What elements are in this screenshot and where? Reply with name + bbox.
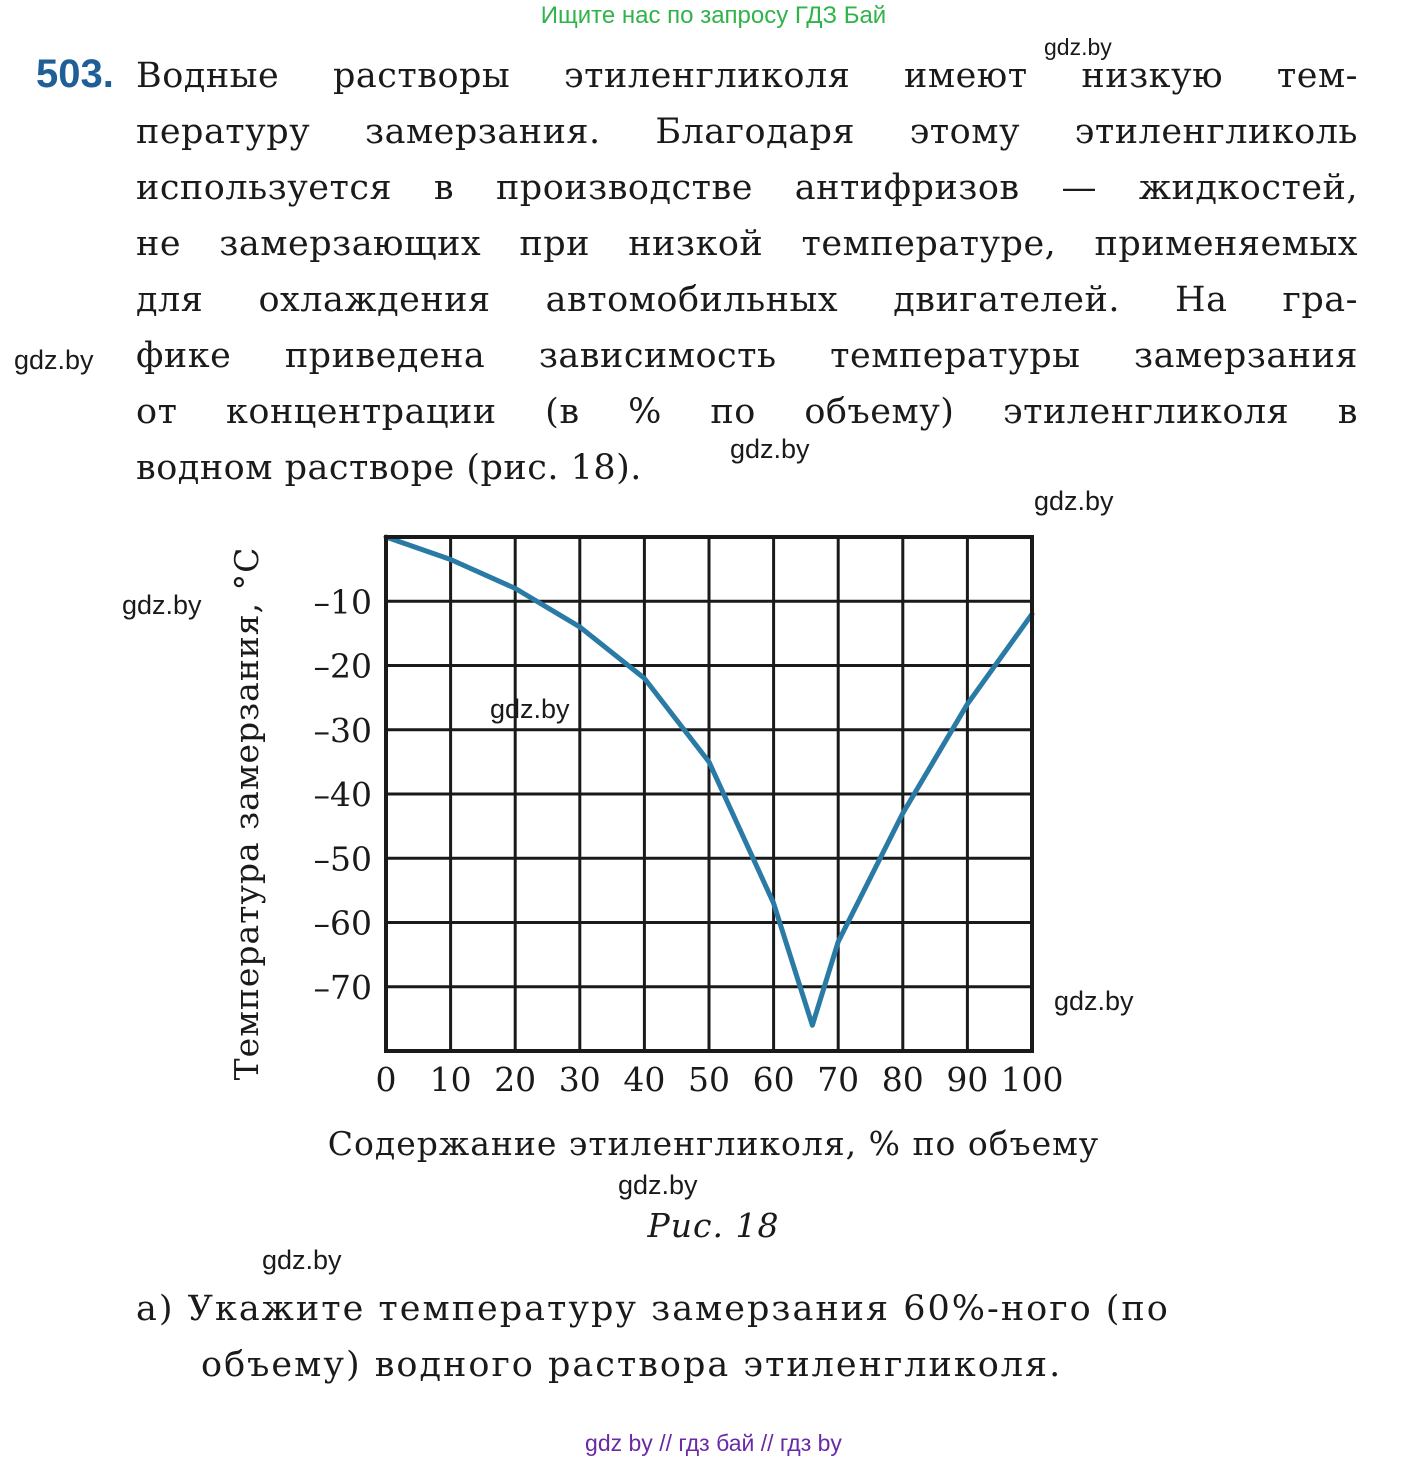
question-line: объему) водного раствора этиленгликоля. xyxy=(201,1345,1063,1385)
problem-line: Водные растворы этиленгликоля имеют низкую тем- xyxy=(136,56,1358,96)
x-axis-label: Содержание этиленгликоля, % по объему xyxy=(327,1124,1100,1163)
y-tick-label: –60 xyxy=(313,903,372,943)
problem-line: водном растворе (рис. 18). xyxy=(136,448,642,488)
x-tick-label: 0 xyxy=(375,1060,397,1099)
problem-line: пературу замерзания. Благодаря этому этиленгликоль xyxy=(136,112,1358,152)
watermark: gdz.by xyxy=(262,1245,342,1275)
y-tick-label: –70 xyxy=(313,967,372,1007)
problem-line: используется в производстве антифризов — жидкостей, xyxy=(136,168,1358,208)
y-tick-label: –40 xyxy=(313,775,372,814)
promo-banner: Ищите нас по запросу ГДЗ Бай xyxy=(540,2,887,29)
y-tick-label: –30 xyxy=(313,710,372,750)
x-tick-label: 100 xyxy=(1000,1060,1064,1099)
watermark: gdz.by xyxy=(1034,486,1114,516)
problem-line: не замерзающих при низкой температуре, применяемых xyxy=(136,224,1358,264)
problem-line: для охлаждения автомобильных двигателей. На гра- xyxy=(136,280,1358,320)
x-tick-label: 20 xyxy=(494,1060,537,1099)
footer-links: gdz by // гдз бай // гдз by xyxy=(585,1430,842,1456)
x-tick-label: 40 xyxy=(623,1060,666,1099)
watermark: gdz.by xyxy=(1044,34,1112,60)
watermark: gdz.by xyxy=(1054,986,1134,1016)
x-tick-label: 30 xyxy=(558,1060,601,1099)
watermark: gdz.by xyxy=(14,345,94,375)
problem-line: фике приведена зависимость температуры замерзания xyxy=(136,336,1358,376)
y-tick-label: –50 xyxy=(313,839,372,879)
x-tick-label: 50 xyxy=(688,1060,730,1099)
y-tick-label: –20 xyxy=(313,646,372,686)
chart-ticks xyxy=(314,582,1064,1099)
y-axis-label: Температура замерзания, °С xyxy=(227,546,266,1081)
watermark: gdz.by xyxy=(122,590,202,620)
figure-caption: Рис. 18 xyxy=(647,1206,780,1245)
y-tick-label: –10 xyxy=(313,582,372,622)
x-tick-label: 10 xyxy=(429,1060,472,1099)
x-tick-label: 80 xyxy=(881,1060,924,1099)
x-tick-label: 60 xyxy=(752,1060,795,1099)
watermark: gdz.by xyxy=(490,694,570,724)
x-tick-label: 90 xyxy=(946,1060,989,1099)
problem-number: 503. xyxy=(36,52,114,96)
x-tick-label: 70 xyxy=(817,1060,860,1099)
watermark: gdz.by xyxy=(618,1170,698,1200)
problem-line: от концентрации (в % по объему) этиленгликоля в xyxy=(136,392,1358,432)
chart-grid xyxy=(386,537,1032,1051)
question-line: а) Укажите температуру замерзания 60%-ного (по xyxy=(136,1289,1170,1329)
watermark: gdz.by xyxy=(730,434,810,464)
